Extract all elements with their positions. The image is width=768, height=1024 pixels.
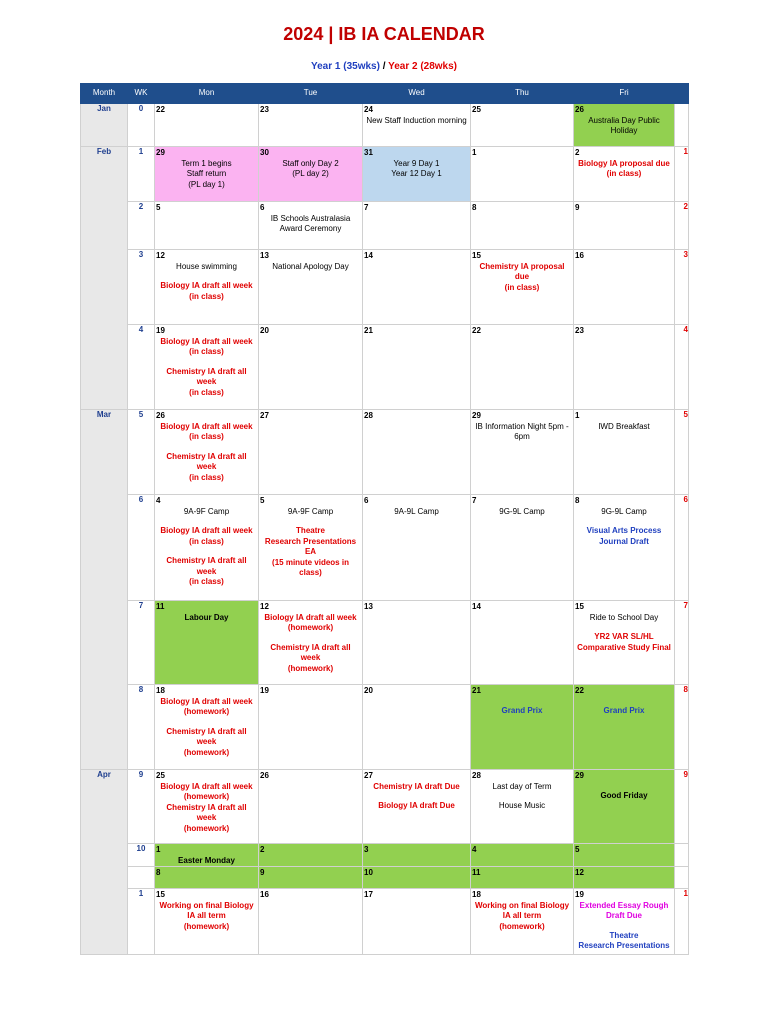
day-cell-tue <box>259 410 363 495</box>
event-text: Last day of Term <box>492 781 552 791</box>
event-text: Extended Essay Rough <box>579 900 669 910</box>
day-number: 14 <box>364 251 373 260</box>
day-number: 16 <box>260 890 269 899</box>
day-cell-mon <box>155 770 259 844</box>
day-cell-fri <box>574 495 675 601</box>
event-text: Theatre <box>296 526 325 535</box>
day-number: 11 <box>472 868 481 877</box>
event-spacer <box>155 358 258 367</box>
day-number: 1 <box>472 148 477 157</box>
event-text: (homework) <box>287 623 334 632</box>
event-text: 9A-9F Camp <box>183 506 230 516</box>
event-text: National Apology Day <box>272 261 349 271</box>
event-text: IWD Breakfast <box>598 421 650 431</box>
day-cell-tue <box>259 147 363 202</box>
day-cell-tue <box>259 104 363 147</box>
event-text: 9A-9F Camp <box>287 506 334 516</box>
day-number: 27 <box>260 411 269 420</box>
month-label: Feb <box>81 147 128 410</box>
event-text: Grand Prix <box>501 705 543 715</box>
header-row <box>81 84 689 104</box>
day-cell-tue <box>259 685 363 770</box>
day-number: 26 <box>156 411 165 420</box>
day-cell-wed <box>363 325 471 410</box>
event-text: IB Information Night 5pm - <box>475 421 569 431</box>
week-row <box>81 601 689 685</box>
year2-week-number: 7 <box>675 601 689 685</box>
event-text: IA all term <box>187 911 226 920</box>
event-text: House swimming <box>176 261 237 271</box>
day-number: 6 <box>364 496 369 505</box>
header-mon: Mon <box>155 84 259 104</box>
day-cell-tue <box>259 250 363 325</box>
week-number: 0 <box>128 104 155 147</box>
event-text: week <box>196 566 217 576</box>
week-number: 1 <box>128 889 155 955</box>
year2-week-number: 5 <box>675 410 689 495</box>
week-row <box>81 325 689 410</box>
day-cell-mon <box>155 889 259 955</box>
page-subtitle <box>0 61 768 72</box>
day-cell-tue <box>259 844 363 867</box>
event-spacer <box>574 922 674 931</box>
day-cell-wed <box>363 410 471 495</box>
event-text: YR2 VAR SL/HL <box>594 632 654 641</box>
event-text: (homework) <box>183 747 230 757</box>
event-text: (in class) <box>189 347 224 356</box>
day-cell-tue <box>259 867 363 889</box>
event-text: (in class) <box>606 169 642 178</box>
day-cell-tue <box>259 770 363 844</box>
event-spacer <box>259 517 362 526</box>
event-spacer <box>574 623 674 632</box>
day-number: 15 <box>575 602 584 611</box>
year2-week-number <box>675 867 689 889</box>
event-text: week <box>300 653 321 662</box>
header-extra <box>675 84 689 104</box>
event-text: (in class) <box>189 291 224 301</box>
day-number: 5 <box>156 203 161 212</box>
event-text: Labour Day <box>184 612 229 622</box>
day-number: 22 <box>575 686 584 695</box>
day-number: 8 <box>156 868 161 877</box>
year2-week-number: 1 <box>675 147 689 202</box>
event-text: New Staff Induction morning <box>366 115 467 125</box>
event-text: (in class) <box>189 536 224 546</box>
day-cell-tue <box>259 889 363 955</box>
week-number: 6 <box>128 495 155 601</box>
event-spacer <box>155 272 258 281</box>
event-text: Australia Day Public Holiday <box>588 115 660 135</box>
day-number: 9 <box>575 203 580 212</box>
event-spacer <box>574 517 674 526</box>
event-text: (in class) <box>504 282 540 292</box>
day-number: 18 <box>156 686 165 695</box>
day-number: 29 <box>156 148 165 157</box>
week-number: 2 <box>128 202 155 250</box>
day-cell-thu <box>471 410 574 495</box>
day-number: 7 <box>472 496 477 505</box>
day-number: 21 <box>364 326 373 335</box>
day-number: 20 <box>260 326 269 335</box>
week-row <box>81 844 689 867</box>
event-spacer <box>155 443 258 452</box>
day-number: 31 <box>364 148 373 157</box>
day-cell-thu <box>471 601 574 685</box>
day-cell-wed <box>363 495 471 601</box>
event-text: Biology IA draft all week <box>160 421 253 431</box>
header-tue: Tue <box>259 84 363 104</box>
day-number: 25 <box>156 771 165 780</box>
day-cell-mon <box>155 685 259 770</box>
day-cell-mon <box>155 601 259 685</box>
day-number: 5 <box>575 845 580 854</box>
week-number: 8 <box>128 685 155 770</box>
day-number: 12 <box>156 251 165 260</box>
day-number: 20 <box>364 686 373 695</box>
event-text: Award Ceremony <box>279 224 342 233</box>
day-cell-mon <box>155 325 259 410</box>
day-number: 2 <box>260 845 265 854</box>
event-text: 6pm <box>514 432 530 441</box>
day-cell-wed <box>363 250 471 325</box>
event-text: Biology IA draft all week <box>264 612 357 622</box>
day-number: 22 <box>472 326 481 335</box>
event-spacer <box>363 792 470 801</box>
week-row <box>81 250 689 325</box>
week-row <box>81 147 689 202</box>
event-text: Staff only Day 2 <box>282 158 339 168</box>
day-cell-fri <box>574 867 675 889</box>
day-number: 23 <box>260 105 269 114</box>
event-text: (homework) <box>499 921 545 931</box>
day-number: 11 <box>156 602 165 611</box>
event-text: week <box>196 377 217 386</box>
event-text: Staff return <box>186 169 227 178</box>
day-cell-thu <box>471 770 574 844</box>
week-number: 4 <box>128 325 155 410</box>
event-text: Biology IA draft Due <box>378 801 455 810</box>
event-text: IB Schools Australasia <box>270 213 351 223</box>
day-number: 1 <box>156 845 161 854</box>
event-text: Comparative Study Final <box>577 642 671 652</box>
event-text: Biology IA draft all week <box>160 696 253 706</box>
day-number: 17 <box>364 890 373 899</box>
day-number: 29 <box>472 411 481 420</box>
day-number: 12 <box>575 868 584 877</box>
day-cell-thu <box>471 147 574 202</box>
event-text: 9A-9L Camp <box>394 506 439 516</box>
week-row <box>81 685 689 770</box>
day-cell-wed <box>363 889 471 955</box>
day-cell-tue <box>259 325 363 410</box>
day-cell-mon <box>155 104 259 147</box>
calendar-table <box>80 83 689 955</box>
day-cell-tue <box>259 202 363 250</box>
event-text: Biology IA draft all week <box>160 336 253 346</box>
day-number: 30 <box>260 148 269 157</box>
week-row <box>81 202 689 250</box>
header-month: Month <box>81 84 128 104</box>
day-number: 5 <box>260 496 265 505</box>
week-row <box>81 495 689 601</box>
day-number: 4 <box>472 845 477 854</box>
year2-week-number: 4 <box>675 325 689 410</box>
event-text: Chemistry IA draft all <box>166 366 247 376</box>
day-number: 10 <box>364 868 373 877</box>
day-number: 28 <box>472 771 481 780</box>
event-text: Biology IA draft all week <box>160 281 253 290</box>
week-number: 7 <box>128 601 155 685</box>
year2-week-number: 8 <box>675 685 689 770</box>
day-cell-mon <box>155 250 259 325</box>
week-number <box>128 867 155 889</box>
event-text: Chemistry IA draft all <box>166 556 247 565</box>
day-number: 19 <box>260 686 269 695</box>
event-spacer <box>155 517 258 526</box>
day-cell-thu <box>471 889 574 955</box>
year2-week-number: 9 <box>675 770 689 844</box>
event-text: Chemistry IA proposal due <box>479 261 565 281</box>
day-number: 3 <box>364 845 369 854</box>
event-spacer <box>259 634 362 643</box>
week-row <box>81 104 689 147</box>
event-text: (homework) <box>183 792 230 801</box>
month-label: Apr <box>81 770 128 955</box>
day-number: 14 <box>472 602 481 611</box>
event-text: (in class) <box>189 387 224 397</box>
header-wed: Wed <box>363 84 471 104</box>
event-text: Chemistry IA draft all <box>166 726 247 736</box>
event-spacer <box>574 782 674 791</box>
day-cell-wed <box>363 685 471 770</box>
event-text: Research Presentations <box>578 941 670 950</box>
event-text: Working on final Biology <box>159 900 254 910</box>
event-text: Year 9 Day 1 <box>393 158 440 168</box>
day-cell-fri <box>574 685 675 770</box>
event-text: Chemistry IA draft Due <box>373 781 460 791</box>
header-fri: Fri <box>574 84 675 104</box>
page-title: 2024 | IB IA CALENDAR <box>283 24 485 44</box>
day-cell-fri <box>574 889 675 955</box>
week-number: 1 <box>128 147 155 202</box>
day-number: 2 <box>575 148 580 157</box>
day-cell-fri <box>574 325 675 410</box>
event-text: Draft Due <box>605 911 642 920</box>
week-row <box>81 889 689 955</box>
week-row <box>81 770 689 844</box>
event-text: Working on final Biology <box>474 900 570 910</box>
event-text: Chemistry IA draft all <box>166 802 247 812</box>
month-label: Jan <box>81 104 128 147</box>
event-text: (in class) <box>189 577 224 586</box>
event-spacer <box>574 697 674 706</box>
day-number: 26 <box>575 105 584 114</box>
day-cell-mon <box>155 410 259 495</box>
event-text: Journal Draft <box>599 536 649 546</box>
day-cell-mon <box>155 147 259 202</box>
day-number: 23 <box>575 326 584 335</box>
day-number: 28 <box>364 411 373 420</box>
day-cell-thu <box>471 495 574 601</box>
day-number: 13 <box>260 251 269 260</box>
header-wk: WK <box>128 84 155 104</box>
event-text: (homework) <box>183 921 230 931</box>
day-number: 19 <box>156 326 165 335</box>
day-cell-wed <box>363 844 471 867</box>
day-number: 12 <box>260 602 269 611</box>
day-number: 25 <box>472 105 481 114</box>
day-cell-fri <box>574 770 675 844</box>
day-number: 8 <box>472 203 477 212</box>
day-number: 26 <box>260 771 269 780</box>
year2-week-number <box>675 844 689 867</box>
day-cell-thu <box>471 685 574 770</box>
event-text: Ride to School Day <box>589 612 659 622</box>
year2-week-number: 1 <box>675 889 689 955</box>
event-text: Biology IA draft all week <box>160 781 253 791</box>
event-text: IA all term <box>502 911 542 920</box>
calendar-body <box>81 104 689 955</box>
event-text: Term 1 begins <box>181 158 232 168</box>
day-cell-fri <box>574 202 675 250</box>
day-number: 8 <box>575 496 580 505</box>
day-number: 6 <box>260 203 265 212</box>
day-number: 4 <box>156 496 161 505</box>
day-number: 21 <box>472 686 481 695</box>
year2-week-number: 3 <box>675 250 689 325</box>
event-text: (in class) <box>189 432 224 441</box>
event-text: 9G-9L Camp <box>499 506 545 516</box>
event-text: week <box>196 462 217 471</box>
event-text: Year 12 Day 1 <box>391 169 442 178</box>
week-number: 3 <box>128 250 155 325</box>
day-cell-mon <box>155 495 259 601</box>
day-cell-thu <box>471 325 574 410</box>
event-text: (15 minute videos in class) <box>272 557 349 577</box>
week-row <box>81 867 689 889</box>
day-cell-tue <box>259 601 363 685</box>
day-number: 7 <box>364 203 369 212</box>
day-cell-mon <box>155 202 259 250</box>
day-cell-mon <box>155 867 259 889</box>
day-cell-thu <box>471 202 574 250</box>
year2-weeks: Year 2 (28wks) <box>388 61 458 72</box>
event-text: week <box>196 737 217 746</box>
event-text: (homework) <box>183 823 230 833</box>
day-cell-thu <box>471 104 574 147</box>
event-text: Theatre <box>609 930 639 940</box>
day-number: 13 <box>364 602 373 611</box>
event-spacer <box>155 547 258 556</box>
day-cell-wed <box>363 104 471 147</box>
year2-week-number: 6 <box>675 495 689 601</box>
subtitle-separator: / <box>379 61 389 72</box>
day-number: 19 <box>575 890 584 899</box>
event-text: Biology IA proposal due <box>578 158 670 168</box>
event-text: (homework) <box>183 707 230 716</box>
day-cell-wed <box>363 867 471 889</box>
day-cell-mon <box>155 844 259 867</box>
event-text: week <box>196 813 217 822</box>
week-number: 9 <box>128 770 155 844</box>
day-cell-fri <box>574 601 675 685</box>
event-text: (PL day 1) <box>188 179 225 189</box>
event-text: House Music <box>498 801 546 810</box>
event-text: Research Presentations EA <box>264 536 357 556</box>
day-cell-wed <box>363 770 471 844</box>
day-cell-fri <box>574 104 675 147</box>
day-cell-wed <box>363 601 471 685</box>
day-number: 15 <box>156 890 165 899</box>
event-text: Easter Monday <box>178 855 235 865</box>
year2-week-number <box>675 104 689 147</box>
day-cell-fri <box>574 844 675 867</box>
day-number: 29 <box>575 771 584 780</box>
week-row <box>81 410 689 495</box>
day-cell-tue <box>259 495 363 601</box>
event-text: (PL day 2) <box>292 169 329 178</box>
day-number: 15 <box>472 251 481 260</box>
day-cell-wed <box>363 147 471 202</box>
day-number: 18 <box>472 890 481 899</box>
day-number: 22 <box>156 105 165 114</box>
event-text: (homework) <box>287 663 334 673</box>
day-number: 9 <box>260 868 265 877</box>
month-label: Mar <box>81 410 128 770</box>
day-cell-thu <box>471 844 574 867</box>
year2-week-number: 2 <box>675 202 689 250</box>
day-number: 1 <box>575 411 580 420</box>
event-text: Biology IA draft all week <box>160 526 253 535</box>
day-number: 27 <box>364 771 373 780</box>
event-spacer <box>155 718 258 727</box>
day-cell-fri <box>574 410 675 495</box>
header-thu: Thu <box>471 84 574 104</box>
day-cell-thu <box>471 867 574 889</box>
event-text: Chemistry IA draft all <box>166 451 247 461</box>
event-text: Chemistry IA draft all <box>270 642 351 652</box>
week-number: 5 <box>128 410 155 495</box>
event-spacer <box>471 792 573 801</box>
day-number: 24 <box>364 105 373 114</box>
day-cell-fri <box>574 250 675 325</box>
week-number: 10 <box>128 844 155 867</box>
year1-weeks: Year 1 (35wks) <box>310 61 380 72</box>
day-cell-wed <box>363 202 471 250</box>
event-text: (in class) <box>189 472 224 482</box>
event-spacer <box>471 697 573 706</box>
event-text: Visual Arts Process <box>586 526 662 535</box>
event-text: Good Friday <box>600 790 648 800</box>
event-text: Grand Prix <box>603 705 645 715</box>
day-cell-thu <box>471 250 574 325</box>
day-cell-fri <box>574 147 675 202</box>
event-text: 9G-9L Camp <box>601 506 647 516</box>
day-number: 16 <box>575 251 584 260</box>
